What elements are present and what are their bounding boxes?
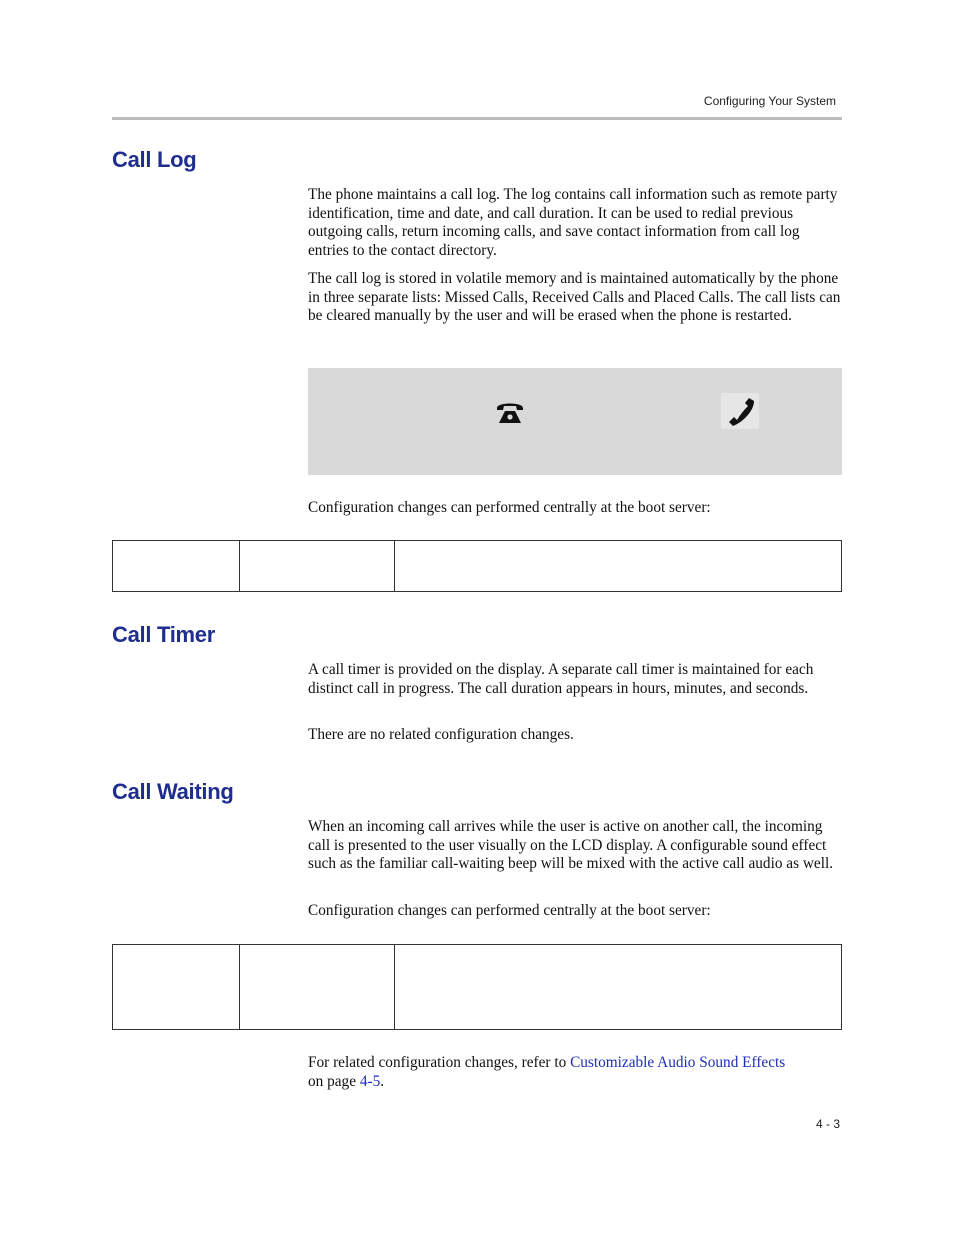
related-config-paragraph <box>308 1054 842 1091</box>
call-timer-paragraph-1: A call timer is provided on the display. A separate call timer is maintained for each distinct call in progress. The call duration appears in hours, minutes, and seconds. <box>308 661 814 697</box>
call-log-paragraph-1: The phone maintains a call log. The log contains call information such as remote party identification, time and date, and call duration. It can be used to redial previous outgoing calls, return incoming calls, and save contact information from call log entries to the contact directory. <box>308 186 838 260</box>
handset-icon <box>721 393 759 429</box>
link-page-4-5[interactable]: 4-5 <box>359 1072 381 1090</box>
call-timer-paragraph-2: There are no related configuration changes. <box>308 726 574 743</box>
page-number: 4 - 3 <box>815 1117 840 1131</box>
table-row <box>113 945 842 1030</box>
call-waiting-paragraph-1: When an incoming call arrives while the user is active on another call, the incoming call is presented to the user visually on the LCD display. A configurable sound effect such as the familiar call-waiting beep will be mixed with the active call audio as well. <box>308 818 834 873</box>
table-cell <box>240 945 395 1030</box>
call-log-config-table <box>112 540 842 592</box>
related-suffix: . <box>380 1072 385 1090</box>
desk-phone-icon <box>495 399 525 427</box>
call-log-figure <box>308 368 842 475</box>
related-prefix: For related configuration changes, refer to <box>308 1054 567 1071</box>
link-customizable-audio-sound-effects[interactable]: Customizable Audio Sound Effects <box>570 1054 786 1071</box>
table-row <box>113 541 842 592</box>
header-rule <box>112 117 842 120</box>
section-title-call-waiting: Call Waiting <box>112 779 234 804</box>
related-mid: on page <box>308 1072 356 1090</box>
running-header: Configuring Your System <box>703 94 836 108</box>
call-log-paragraph-2: The call log is stored in volatile memory and is maintained automatically by the phone in three separate lists: Missed Calls, Received Calls and Placed Calls. The call lists can be cleared manually by the user and will be erased when the phone is restarted. <box>308 270 841 325</box>
table-cell <box>395 541 842 592</box>
table-cell <box>395 945 842 1030</box>
table-cell <box>240 541 395 592</box>
section-title-call-timer: Call Timer <box>112 622 215 647</box>
section-title-call-log: Call Log <box>112 147 197 172</box>
table-cell <box>113 541 240 592</box>
call-log-config-note: Configuration changes can performed centrally at the boot server: <box>308 499 711 516</box>
call-waiting-config-note: Configuration changes can performed centrally at the boot server: <box>308 902 711 919</box>
call-waiting-config-table <box>112 944 842 1030</box>
table-cell <box>113 945 240 1030</box>
